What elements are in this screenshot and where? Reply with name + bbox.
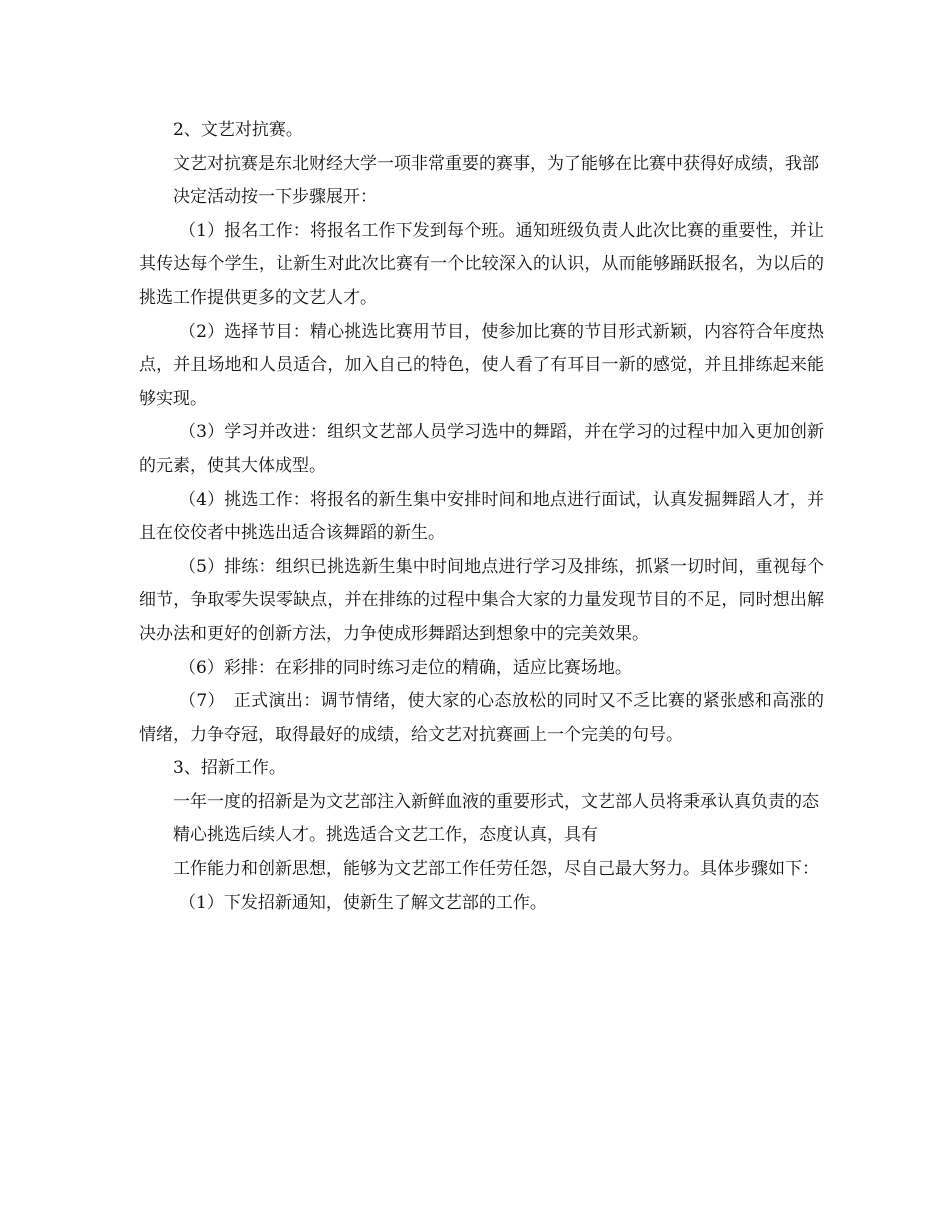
list-item: （1）下发招新通知，使新生了解文艺部的工作。	[179, 892, 547, 913]
section-heading: 2、文艺对抗赛。	[173, 120, 303, 140]
list-item: （3）学习并改进：组织文艺部人员学习选中的舞蹈，并在学习的过程中加入更加创新的元素，使其大体成型。	[139, 422, 824, 476]
paragraph: 一年一度的招新是为文艺部注入新鲜血液的重要形式，文艺部人员将秉承认真负责的态	[173, 791, 819, 812]
paragraph: 精心挑选后续人才。挑选适合文艺工作，态度认真，具有	[173, 825, 598, 846]
list-item: （4）挑选工作：将报名的新生集中安排时间和地点进行面试，认真发掘舞蹈人才，并且在佼佼者中挑选出适合该舞蹈的新生。	[139, 489, 824, 544]
section-heading: 3、招新工作。	[173, 758, 286, 779]
list-item: （7） 正式演出：调节情绪，使大家的心态放松的同时又不乏比赛的紧张感和高涨的情绪，力争夺冠，取得最好的成绩，给文艺对抗赛画上一个完美的句号。	[139, 691, 824, 745]
list-item: （2）选择节目：精心挑选比赛用节目，使参加比赛的节目形式新颖，内容符合年度热点，并且场地和人员适合，加入自己的特色，使人看了有耳目一新的感觉，并且排练起来能够实现。	[139, 321, 824, 409]
paragraph: 工作能力和创新思想，能够为文艺部工作任劳任怨，尽自己最大努力。具体步骤如下：	[173, 859, 819, 880]
list-item: （1）报名工作：将报名工作下发到每个班。通知班级负责人此次比赛的重要性，并让其传达每个学生，让新生对此次比赛有一个比较深入的认识，从而能够踊跃报名，为以后的挑选工作提供更多的文艺人才。	[139, 220, 824, 308]
document-body	[139, 114, 824, 920]
list-item: （6）彩排：在彩排的同时练习走位的精确，适应比赛场地。	[179, 657, 632, 678]
paragraph: 决定活动按一下步骤展开：	[173, 187, 377, 208]
list-item: （5）排练：组织已挑选新生集中时间地点进行学习及排练，抓紧一切时间，重视每个细节，争取零失误零缺点，并在排练的过程中集合大家的力量发现节目的不足，同时想出解决办法和更好的创新方法，力争使成形舞蹈达到想象中的完美效果。	[139, 556, 824, 644]
paragraph: 文艺对抗赛是东北财经大学一项非常重要的赛事，为了能够在比赛中获得好成绩，我部	[173, 153, 819, 174]
